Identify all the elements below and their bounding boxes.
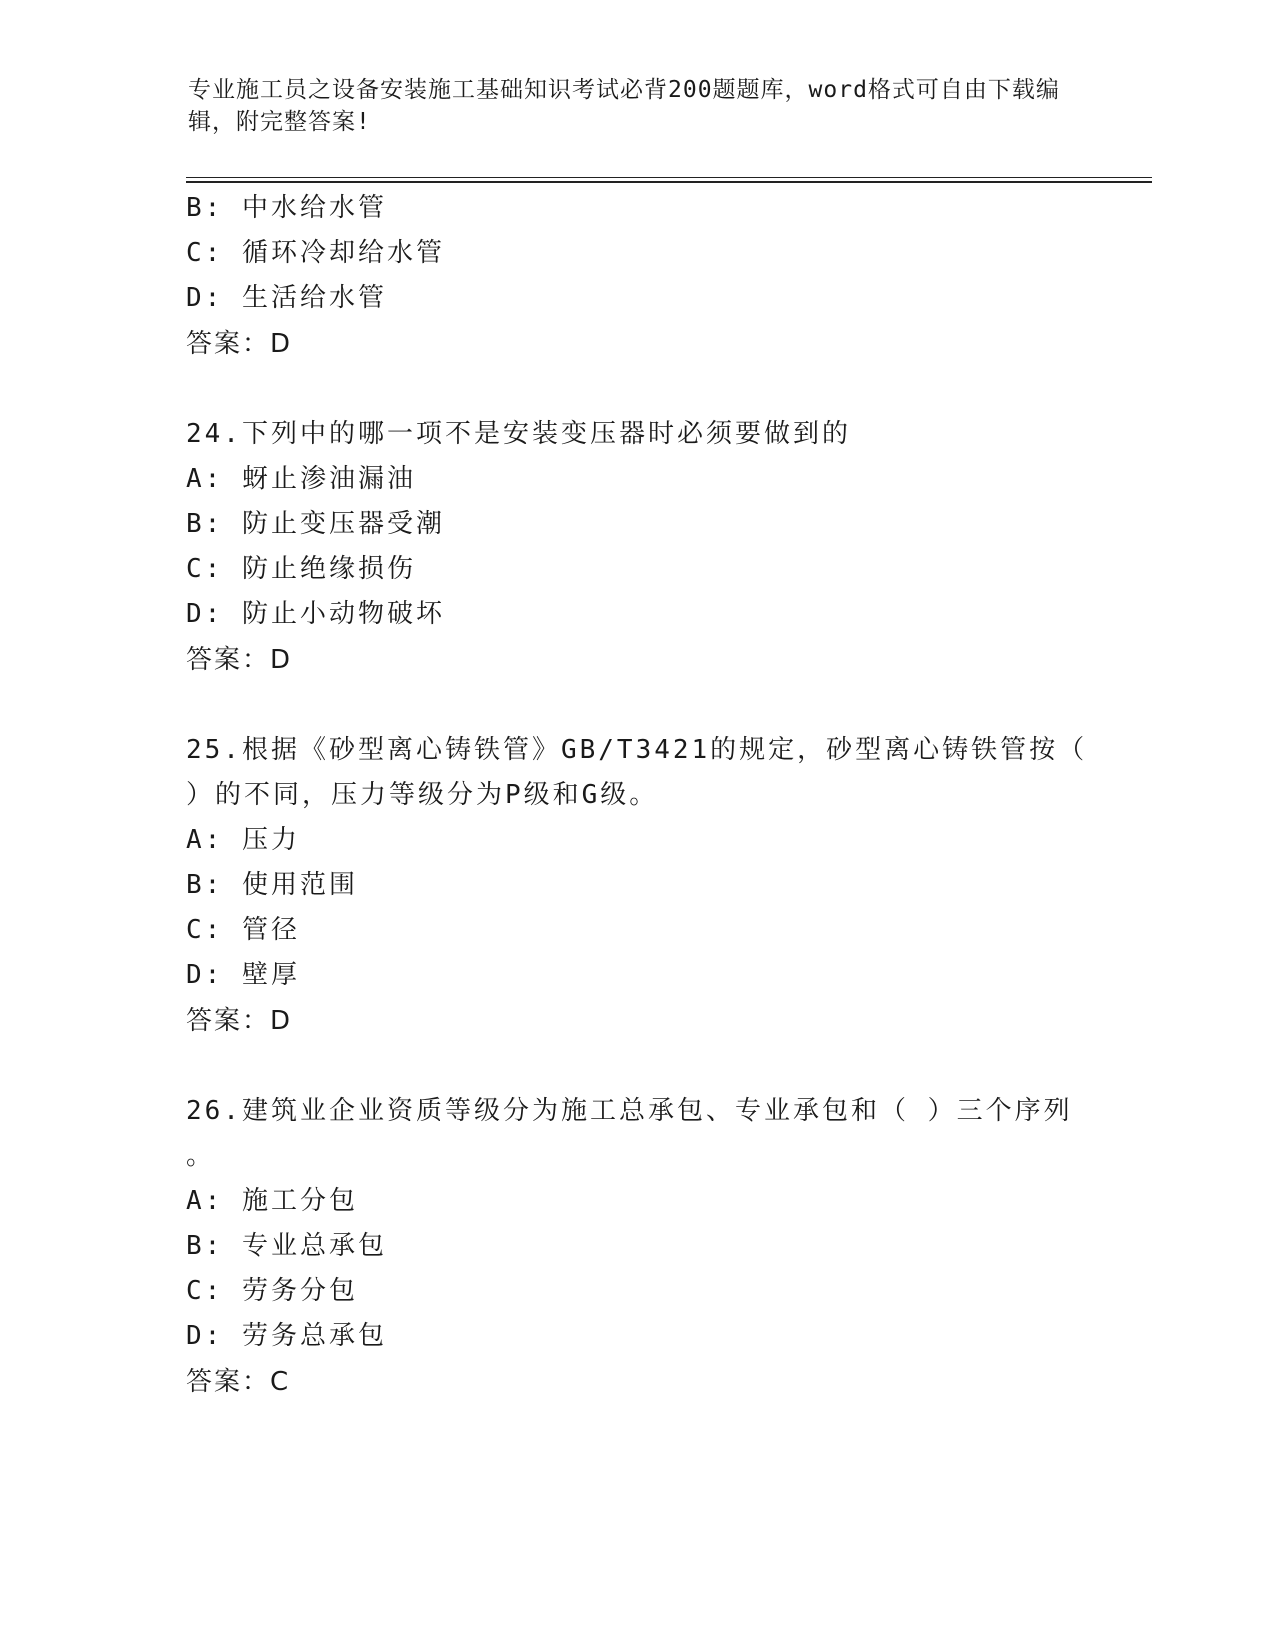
question-text-line-1: 25.根据《砂型离心铸铁管》GB/T3421的规定，砂型离心铸铁管按（ [186, 735, 1088, 765]
header-text: 专业施工员之设备安装施工基础知识考试必背200题题库，word格式可自由下载编辑，附完整答案! [188, 77, 1060, 135]
question-text-line-2: 。 [186, 1141, 216, 1171]
option-b: B: 专业总承包 [186, 1231, 387, 1261]
option-c: C: 劳务分包 [186, 1276, 358, 1306]
option-b: B: 防止变压器受潮 [186, 509, 445, 539]
option-c: C: 管径 [186, 915, 300, 945]
header-divider-thin [186, 177, 1152, 178]
option-d: D: 壁厚 [186, 960, 300, 990]
header-divider-thick [186, 181, 1152, 183]
answer: 答案：D [186, 1006, 293, 1036]
question-23-tail [186, 186, 1086, 367]
option-c: C: 循环冷却给水管 [186, 238, 445, 268]
option-a: A: 压力 [186, 825, 300, 855]
question-25 [186, 728, 1086, 1044]
option-b: B: 使用范围 [186, 870, 358, 900]
document-header [188, 74, 1068, 138]
answer: 答案：D [186, 329, 293, 359]
answer: 答案：C [186, 1367, 291, 1397]
answer: 答案：D [186, 645, 293, 675]
option-b: B: 中水给水管 [186, 193, 387, 223]
option-a: A: 蚜止渗油漏油 [186, 464, 416, 494]
option-d: D: 防止小动物破坏 [186, 599, 445, 629]
question-text: 24.下列中的哪一项不是安装变压器时必须要做到的 [186, 419, 851, 449]
question-24 [186, 412, 1086, 683]
option-a: A: 施工分包 [186, 1186, 358, 1216]
question-text-line-1: 26.建筑业企业资质等级分为施工总承包、专业承包和（ ）三个序列 [186, 1096, 1073, 1126]
option-c: C: 防止绝缘损伤 [186, 554, 416, 584]
option-d: D: 劳务总承包 [186, 1321, 387, 1351]
question-26 [186, 1089, 1086, 1405]
option-d: D: 生活给水管 [186, 283, 387, 313]
document-body [186, 186, 1086, 1405]
question-text-line-2: ）的不同，压力等级分为P级和G级。 [186, 780, 659, 810]
